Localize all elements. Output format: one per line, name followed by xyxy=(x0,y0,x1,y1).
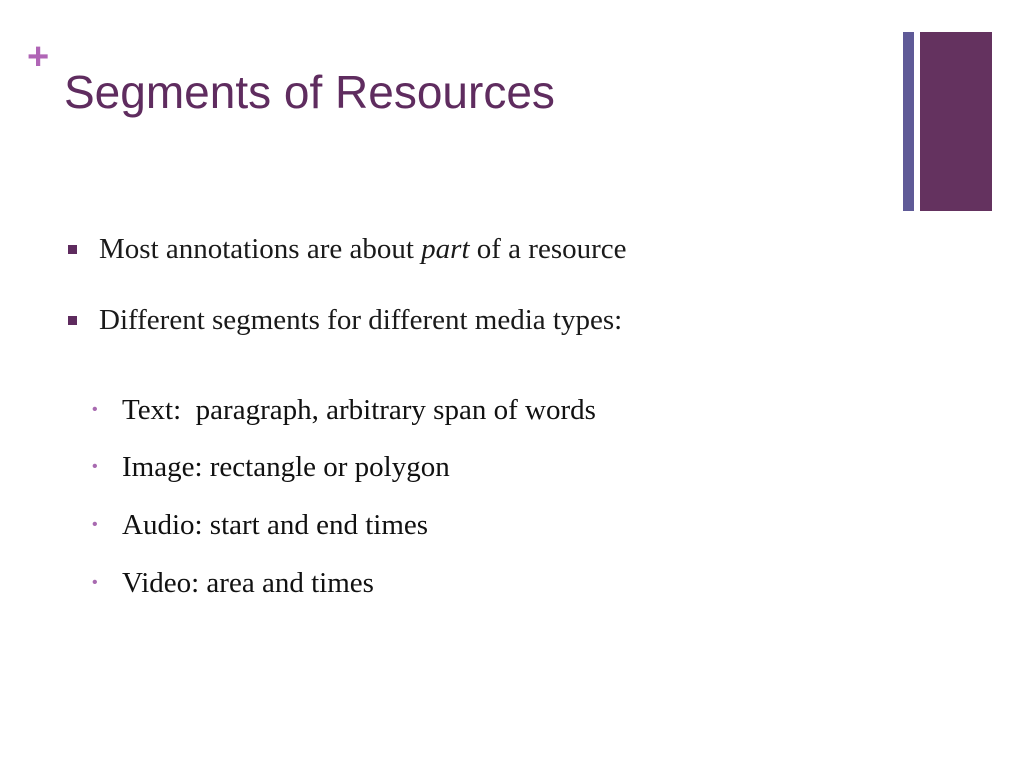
dot-bullet-icon: • xyxy=(92,574,98,591)
bullet-text-after: of a resource xyxy=(469,233,627,265)
sub-bullet-text: Video: area and times xyxy=(122,567,374,599)
bullet-text xyxy=(99,229,627,269)
sub-bullet-text: Audio: start and end times xyxy=(122,509,429,541)
bullet-text: Different segments for different media types: xyxy=(99,304,623,336)
dot-bullet-icon: • xyxy=(92,458,98,475)
bullet-item xyxy=(68,300,622,340)
sub-bullet-text: Image: rectangle or polygon xyxy=(122,451,450,483)
square-bullet-icon xyxy=(68,316,77,325)
bullet-item xyxy=(68,229,627,269)
sub-bullet-item xyxy=(92,447,450,487)
slide-title: Segments of Resources xyxy=(64,66,555,118)
sub-bullet-item xyxy=(92,390,596,430)
bullet-text-before: Most annotations are about xyxy=(99,233,422,265)
accent-bar-thick xyxy=(920,32,992,211)
dot-bullet-icon: • xyxy=(92,516,98,533)
sub-bullet-item xyxy=(92,563,374,603)
dot-bullet-icon: • xyxy=(92,401,98,418)
bullet-text-emphasis: part xyxy=(421,233,470,265)
square-bullet-icon xyxy=(68,245,77,254)
sub-bullet-item xyxy=(92,505,428,545)
accent-bar-thin xyxy=(903,32,914,211)
sub-bullet-text: Text: paragraph, arbitrary span of words xyxy=(122,394,596,426)
plus-icon: + xyxy=(27,36,50,78)
